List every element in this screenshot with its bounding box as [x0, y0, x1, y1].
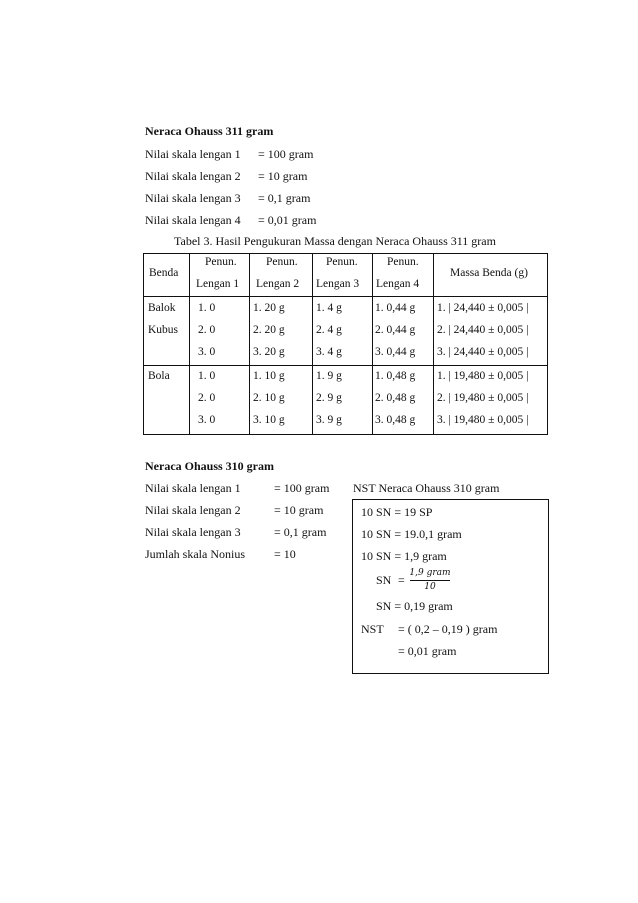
cell-lengan2: 3. 10 g: [253, 414, 285, 426]
cell-lengan4: 2. 0,44 g: [375, 324, 416, 336]
section1-value-4: = 0,01 gram: [258, 213, 317, 227]
header-lengan-3: Lengan 3: [316, 278, 360, 290]
fraction-numerator: 1,9 gram: [409, 568, 451, 578]
cell-lengan4: 1. 0,44 g: [375, 302, 416, 314]
cell-lengan1: 1. 0: [198, 370, 216, 382]
nst-title: NST Neraca Ohauss 310 gram: [353, 481, 500, 495]
section1-label-4: Nilai skala lengan 4: [145, 213, 241, 227]
calc-equals: =: [398, 573, 405, 587]
table-col-divider-2: [249, 253, 250, 435]
section2-label-4: Jumlah skala Nonius: [145, 547, 245, 561]
cell-massa: 3. | 19,480 ± 0,005 |: [437, 414, 529, 426]
table-border-right: [547, 253, 548, 435]
cell-lengan1: 2. 0: [198, 324, 216, 336]
table-border-top: [143, 253, 548, 254]
cell-lengan3: 3. 4 g: [316, 346, 342, 358]
calc-line-3: 10 SN = 1,9 gram: [361, 549, 447, 563]
calc-line-5: SN = 0,19 gram: [376, 599, 453, 613]
section1-value-1: = 100 gram: [258, 147, 314, 161]
cell-lengan1: 3. 0: [198, 414, 216, 426]
cell-massa: 2. | 19,480 ± 0,005 |: [437, 392, 529, 404]
cell-lengan4: 3. 0,44 g: [375, 346, 416, 358]
fraction-denominator: 10: [424, 582, 436, 592]
section2-value-1: = 100 gram: [274, 481, 330, 495]
cell-lengan3: 2. 4 g: [316, 324, 342, 336]
section2-label-3: Nilai skala lengan 3: [145, 525, 241, 539]
cell-lengan4: 2. 0,48 g: [375, 392, 416, 404]
calc-line-1: 10 SN = 19 SP: [361, 505, 433, 519]
section1-label-3: Nilai skala lengan 3: [145, 191, 241, 205]
section2-title: Neraca Ohauss 310 gram: [145, 459, 274, 473]
section1-label-1: Nilai skala lengan 1: [145, 147, 241, 161]
calc-nst-label: NST: [361, 622, 384, 636]
cell-massa: 1. | 24,440 ± 0,005 |: [437, 302, 529, 314]
section2-value-4: = 10: [274, 547, 296, 561]
section1-value-3: = 0,1 gram: [258, 191, 311, 205]
cell-lengan4: 3. 0,48 g: [375, 414, 416, 426]
table-border-left: [143, 253, 144, 435]
section1-value-2: = 10 gram: [258, 169, 308, 183]
header-penun-2: Penun.: [266, 256, 298, 268]
calc-sn-label: SN: [376, 573, 392, 587]
fraction-bar: [410, 580, 450, 581]
header-massa: Massa Benda (g): [450, 267, 528, 279]
measurement-table: [143, 253, 548, 435]
section1-label-2: Nilai skala lengan 2: [145, 169, 241, 183]
cell-lengan2: 2. 20 g: [253, 324, 285, 336]
cell-benda: Kubus: [148, 324, 179, 336]
cell-benda: Balok: [148, 302, 176, 314]
cell-lengan3: 2. 9 g: [316, 392, 342, 404]
cell-lengan1: 3. 0: [198, 346, 216, 358]
calc-nst-value: = ( 0,2 – 0,19 ) gram: [398, 622, 498, 636]
cell-lengan2: 1. 10 g: [253, 370, 285, 382]
cell-lengan1: 2. 0: [198, 392, 216, 404]
section2-value-2: = 10 gram: [274, 503, 324, 517]
cell-lengan2: 2. 10 g: [253, 392, 285, 404]
section2-label-1: Nilai skala lengan 1: [145, 481, 241, 495]
cell-lengan1: 1. 0: [198, 302, 216, 314]
header-lengan-4: Lengan 4: [376, 278, 420, 290]
header-lengan-2: Lengan 2: [256, 278, 300, 290]
calc-line-2: 10 SN = 19.0,1 gram: [361, 527, 462, 541]
table-border-bottom: [143, 434, 548, 435]
cell-lengan3: 3. 9 g: [316, 414, 342, 426]
calc-final: = 0,01 gram: [398, 644, 457, 658]
header-benda: Benda: [149, 267, 179, 279]
table-group-divider: [143, 365, 548, 366]
table-col-divider-5: [433, 253, 434, 435]
header-lengan-1: Lengan 1: [196, 278, 240, 290]
section1-title: Neraca Ohauss 311 gram: [145, 124, 274, 138]
cell-lengan3: 1. 4 g: [316, 302, 342, 314]
cell-lengan3: 1. 9 g: [316, 370, 342, 382]
cell-massa: 3. | 24,440 ± 0,005 |: [437, 346, 529, 358]
header-penun-4: Penun.: [387, 256, 419, 268]
cell-lengan4: 1. 0,48 g: [375, 370, 416, 382]
header-penun-1: Penun.: [205, 256, 237, 268]
cell-massa: 1. | 19,480 ± 0,005 |: [437, 370, 529, 382]
cell-lengan2: 3. 20 g: [253, 346, 285, 358]
cell-benda: Bola: [148, 370, 170, 382]
table-col-divider-4: [372, 253, 373, 435]
cell-massa: 2. | 24,440 ± 0,005 |: [437, 324, 529, 336]
table-col-divider-3: [312, 253, 313, 435]
nst-calculation-box: [352, 499, 549, 674]
cell-lengan2: 1. 20 g: [253, 302, 285, 314]
table-caption: Tabel 3. Hasil Pengukuran Massa dengan Neraca Ohauss 311 gram: [174, 234, 496, 248]
section2-label-2: Nilai skala lengan 2: [145, 503, 241, 517]
table-header-divider: [143, 296, 548, 297]
table-col-divider-1: [189, 253, 190, 435]
header-penun-3: Penun.: [326, 256, 358, 268]
section2-value-3: = 0,1 gram: [274, 525, 327, 539]
